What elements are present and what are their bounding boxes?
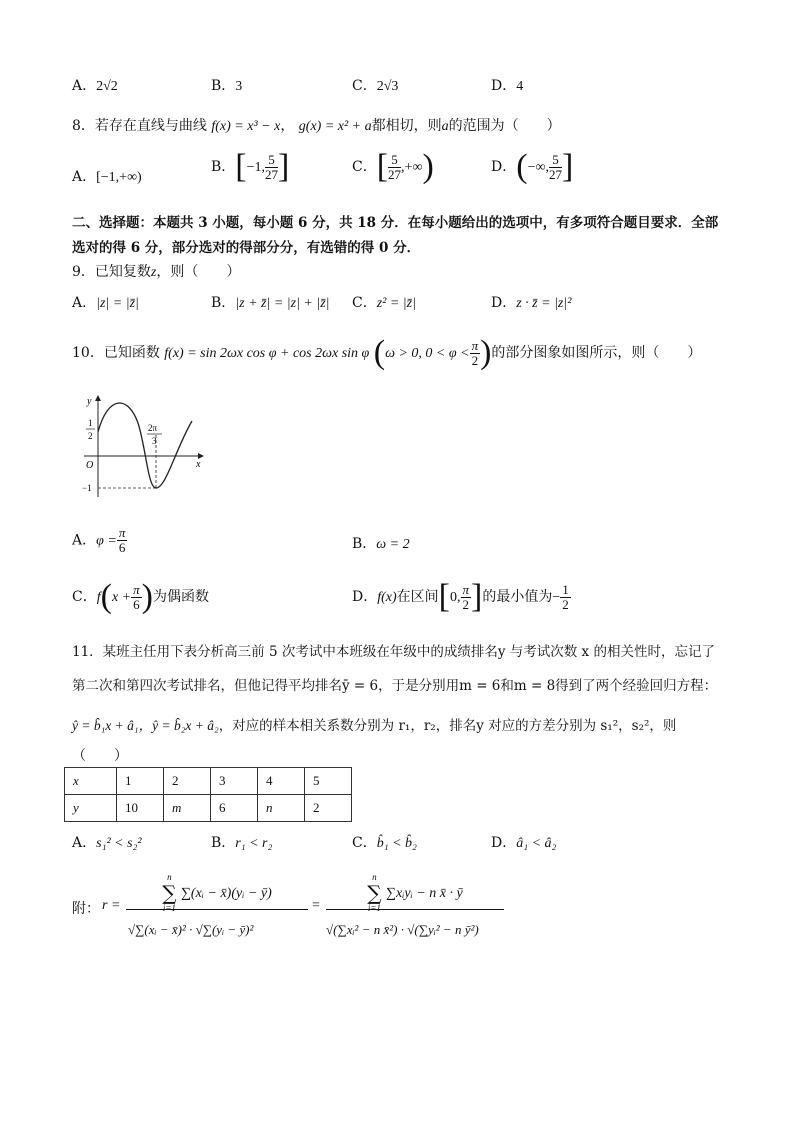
x-axis-label: x (196, 459, 201, 470)
q11-option-a[interactable]: A．s₁² < s₂² (72, 835, 142, 851)
q7-option-b[interactable]: B．3 (211, 78, 243, 94)
q7-option-d[interactable]: D．4 (491, 78, 524, 94)
xmark-num: 2π (148, 423, 158, 433)
table-cell: 6 (211, 795, 258, 822)
formula-equals: = (312, 898, 320, 913)
origin-label: O (86, 460, 94, 471)
fraction-bar-2 (326, 909, 504, 910)
fraction-bar-1 (126, 909, 308, 910)
q10-option-a[interactable]: A．φ = $\frac{\pi}{6}$ (72, 525, 126, 555)
table-cell: 4 (258, 768, 305, 795)
formula-denominator-2: √(∑xᵢ² − n x̄²) · √(∑yᵢ² − n ȳ²) (326, 922, 479, 937)
section2-line2: 选对的得 6 分，部分选对的得部分分，有选错的得 0 分． (72, 240, 421, 256)
q8-option-c[interactable]: C．[ $\frac{5}{27}$ ,+∞) (352, 148, 434, 185)
q8-stem: 8．若存在直线与曲线 f(x) = x³ − x， g(x) = x² + a都相切，则a的范围为（ ） (72, 118, 561, 134)
xmark-den: 3 (152, 436, 157, 446)
table-cell: m (164, 795, 211, 822)
q10-option-b[interactable]: B．ω = 2 (352, 536, 410, 552)
q10-function-graph (80, 393, 210, 501)
formula-denominator-1: √∑(xᵢ − x̄)² · √∑(yᵢ − ȳ)² (128, 922, 254, 937)
q11-line3: ŷ = b̂₁x + â₁，ŷ = b̂₂x + â₂，对应的样本相关系数分别为 r₁，r₂，排名y 对应的方差分别为 s₁²，s₂²，则 (72, 718, 677, 734)
q10-option-d[interactable]: D．f(x)在区间[0, $\frac{\pi}{2}$ ]的最小值为− $\frac{1}{2}$ (352, 578, 569, 615)
table-cell: x (65, 768, 117, 795)
table-cell: 1 (117, 768, 164, 795)
q11-option-d[interactable]: D．â₁ < â₂ (491, 835, 557, 851)
q11-option-c[interactable]: C．b̂₁ < b̂₂ (352, 835, 417, 851)
q9-stem: 9．已知复数z，则（ ） (72, 264, 241, 280)
q9-option-d[interactable]: D．z · z̄ = |z|² (491, 295, 572, 311)
q10-stem: 10．已知函数 f(x) = sin 2ωx cos φ + cos 2ωx sin φ (ω > 0, 0 < φ < $\frac{\pi}{2}$ )的部分图象如图所示，则（ ） (72, 334, 702, 371)
formula-r: r = (102, 898, 121, 913)
table-cell: 2 (164, 768, 211, 795)
q11-paren: （ ） (72, 748, 128, 764)
formula-numerator-2: n ∑ i=1 ∑xᵢyᵢ − n x̄ · ȳ (367, 872, 463, 913)
min-label: −1 (82, 483, 92, 493)
q7-option-c[interactable]: C．2√3 (352, 78, 399, 94)
half-num: 1 (88, 418, 93, 428)
y-axis-arrow (95, 395, 101, 401)
table-cell: y (65, 795, 117, 822)
q11-line1: 11．某班主任用下表分析高三前 5 次考试中本班级在年级中的成绩排名y 与考试次数 x 的相关性时，忘记了 (72, 644, 715, 660)
table-row (65, 795, 352, 822)
q11-option-b[interactable]: B．r₁ < r₂ (211, 835, 273, 851)
table-cell: 10 (117, 795, 164, 822)
q8-option-a[interactable]: A．[−1,+∞) (72, 169, 142, 185)
q9-option-c[interactable]: C．z² = |z̄| (352, 295, 416, 311)
sine-curve (98, 403, 192, 488)
table-cell: 3 (211, 768, 258, 795)
section2-line1: 二、选择题：本题共 3 小题，每小题 6 分，共 18 分．在每小题给出的选项中，有多项符合题目要求．全部 (72, 215, 719, 231)
q11-line2: 第二次和第四次考试排名，但他记得平均排名ȳ = 6，于是分别用m = 6和m = 8得到了两个经验回归方程： (72, 678, 718, 694)
q9-option-a[interactable]: A．|z| = |z̄| (72, 295, 139, 311)
q8-option-d[interactable]: D．(−∞, $\frac{5}{27}$ ] (491, 148, 574, 185)
y-axis-label: y (87, 396, 92, 407)
q9-option-b[interactable]: B．|z + z̄| = |z| + |z̄| (211, 295, 330, 311)
q7-option-a[interactable]: A．2√2 (72, 78, 118, 94)
formula-label: 附： (72, 901, 100, 917)
formula-numerator-1: n ∑ i=1 ∑(xᵢ − x̄)(yᵢ − ȳ) (162, 872, 272, 913)
table-cell: 5 (305, 768, 352, 795)
q8-option-b[interactable]: B．[−1, $\frac{5}{27}$ ] (211, 148, 290, 185)
q10-option-c[interactable]: C．f(x + $\frac{\pi}{6}$ )为偶函数 (72, 578, 209, 615)
table-row (65, 768, 352, 795)
half-den: 2 (88, 431, 93, 441)
table-cell: n (258, 795, 305, 822)
table-cell: 2 (305, 795, 352, 822)
q11-data-table (64, 767, 352, 822)
